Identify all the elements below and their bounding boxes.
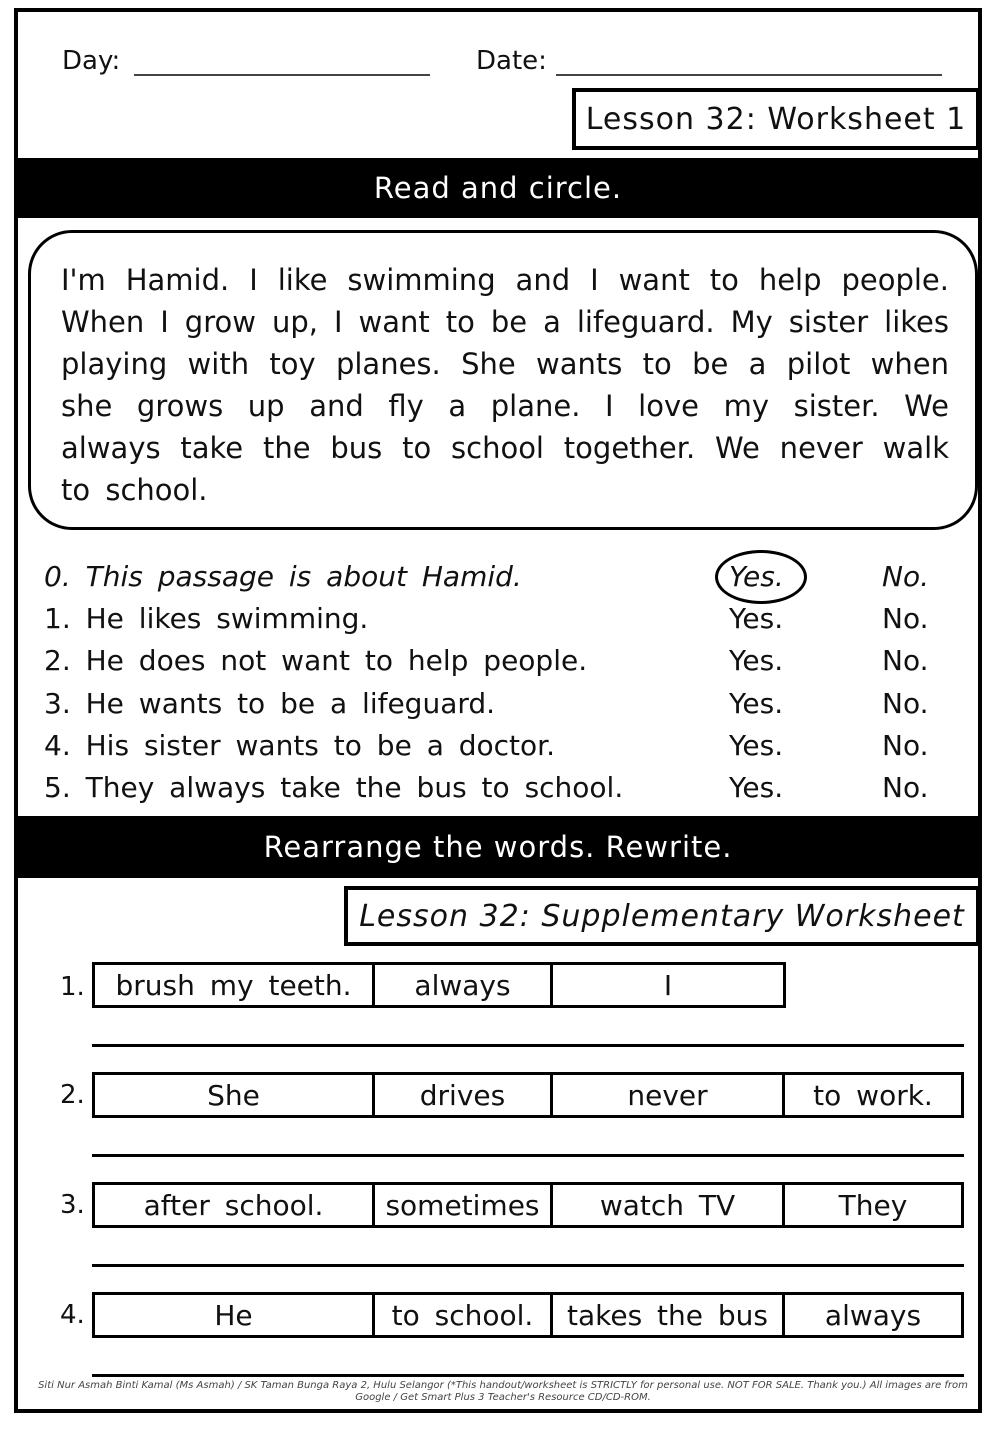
word-card[interactable]: brush my teeth. (95, 965, 375, 1005)
worksheet-page (14, 8, 982, 1413)
word-card[interactable]: always (375, 965, 553, 1005)
no-option[interactable]: No. (882, 729, 929, 762)
footer-credit (38, 1380, 968, 1404)
no-option[interactable]: No. (882, 602, 929, 635)
word-card[interactable]: after school. (95, 1185, 375, 1225)
no-option[interactable]: No. (882, 560, 929, 593)
no-option[interactable]: No. (882, 771, 929, 804)
item-number: 2. (60, 1080, 85, 1110)
word-card[interactable]: never (553, 1075, 785, 1115)
word-card[interactable]: She (95, 1075, 375, 1115)
question-row-1 (44, 602, 964, 644)
word-card[interactable]: sometimes (375, 1185, 553, 1225)
reading-passage: I'm Hamid. I like swimming and I want to help people. When I grow up, I want to be a lifeguard. My sister likes playing with toy planes. She wants to be a pilot when she grows up and fly a plane. I love my sister. We always take the bus to school together. We never walk to school. (28, 230, 978, 530)
word-card[interactable]: always (824, 1298, 922, 1332)
answer-line-1[interactable] (92, 1044, 964, 1047)
yes-option[interactable]: Yes. (729, 729, 784, 762)
question-text: 2. He does not want to help people. (44, 644, 588, 677)
question-row-0 (44, 560, 964, 602)
answer-line-2[interactable] (92, 1154, 964, 1157)
yes-option[interactable]: Yes. (729, 560, 784, 593)
word-row-2 (92, 1072, 964, 1118)
question-row-5 (44, 771, 964, 813)
supplementary-title-box: Lesson 32: Supplementary Worksheet (344, 886, 980, 946)
footer-line-2: Google / Get Smart Plus 3 Teacher's Resource CD/CD-ROM. (355, 1392, 651, 1403)
word-card[interactable]: watch TV (553, 1185, 785, 1225)
question-row-2 (44, 644, 964, 686)
word-row-3 (92, 1182, 964, 1228)
question-text: 4. His sister wants to be a doctor. (44, 729, 555, 762)
question-row-3 (44, 687, 964, 729)
day-label: Day: (62, 46, 121, 76)
day-line[interactable] (134, 74, 430, 76)
answer-circle (715, 550, 807, 604)
word-row-4 (92, 1292, 964, 1338)
item-number: 4. (60, 1300, 85, 1330)
question-row-4 (44, 729, 964, 771)
question-text: 3. He wants to be a lifeguard. (44, 687, 496, 720)
yes-option[interactable]: Yes. (729, 644, 784, 677)
date-line[interactable] (556, 74, 942, 76)
question-text: 0. This passage is about Hamid. (44, 560, 522, 593)
word-card[interactable]: to work. (813, 1078, 933, 1112)
no-option[interactable]: No. (882, 687, 929, 720)
question-text: 1. He likes swimming. (44, 602, 369, 635)
section-rearrange-header: Rearrange the words. Rewrite. (14, 816, 982, 878)
lesson-title-box: Lesson 32: Worksheet 1 (572, 88, 980, 150)
yes-option[interactable]: Yes. (729, 771, 784, 804)
date-label: Date: (476, 46, 547, 76)
word-card[interactable]: takes the bus (553, 1295, 785, 1335)
word-card[interactable]: He (95, 1295, 375, 1335)
word-card[interactable]: to school. (375, 1295, 553, 1335)
word-card[interactable]: drives (375, 1075, 553, 1115)
word-row-1 (92, 962, 786, 1008)
footer-line-1: Siti Nur Asmah Binti Kamal (Ms Asmah) / SK Taman Bunga Raya 2, Hulu Selangor (*This handout/worksheet is STRICTLY for personal use. NOT FOR SALE. Thank you.) All images are from (38, 1380, 968, 1391)
item-number: 3. (60, 1190, 85, 1220)
question-text: 5. They always take the bus to school. (44, 771, 624, 804)
answer-line-4[interactable] (92, 1374, 964, 1377)
section-read-circle-header: Read and circle. (18, 158, 978, 218)
no-option[interactable]: No. (882, 644, 929, 677)
word-card[interactable]: I (663, 968, 673, 1002)
yes-option[interactable]: Yes. (729, 687, 784, 720)
word-card[interactable]: They (838, 1188, 908, 1222)
item-number: 1. (60, 972, 85, 1002)
answer-line-3[interactable] (92, 1264, 964, 1267)
yes-option[interactable]: Yes. (729, 602, 784, 635)
